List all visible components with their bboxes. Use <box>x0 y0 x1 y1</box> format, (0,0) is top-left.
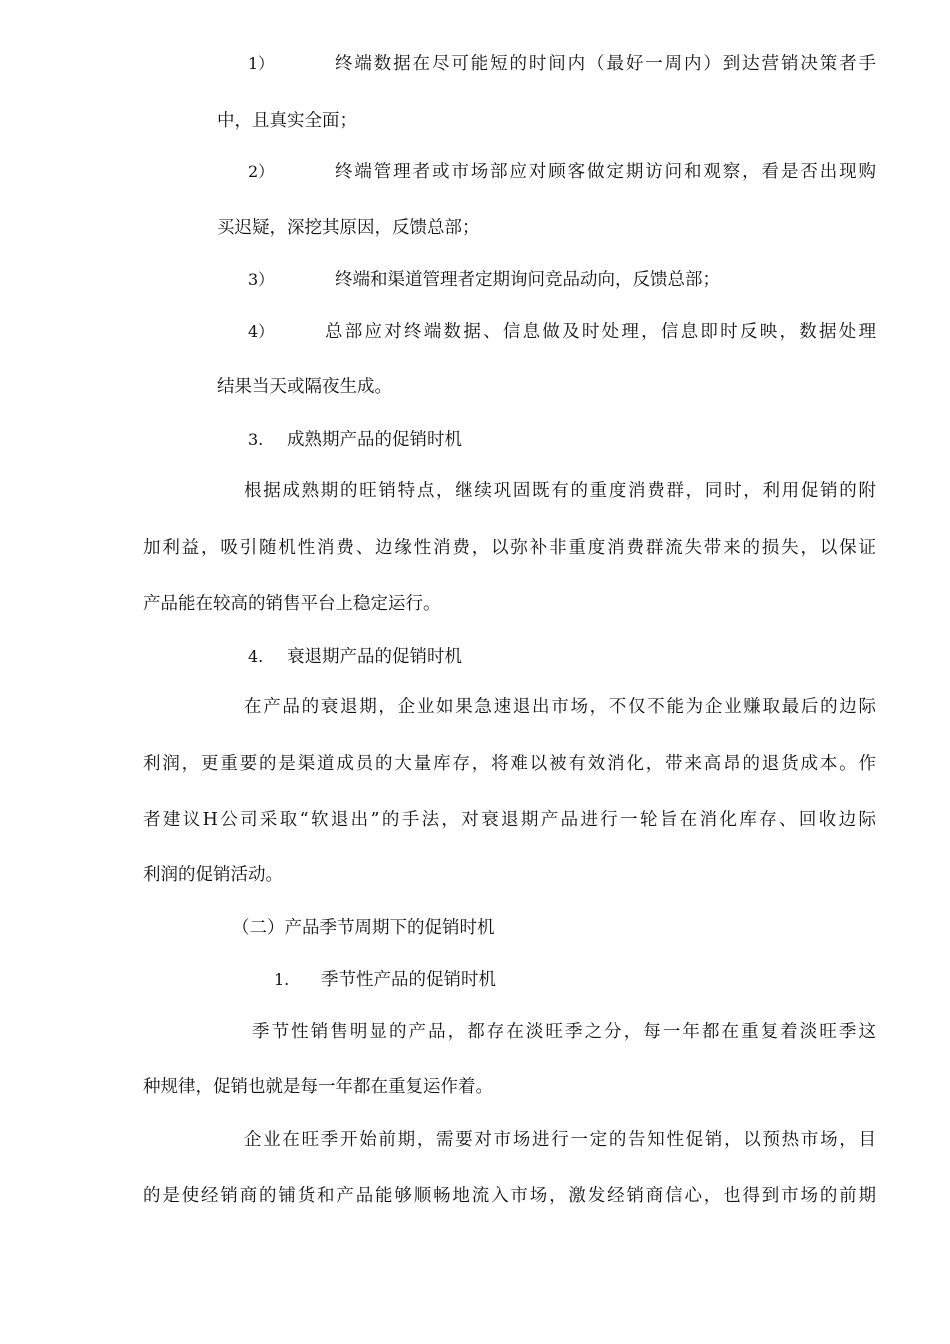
paragraph-line: 在产品的衰退期，企业如果急速退出市场，不仅不能为企业赚取最后的边际 <box>244 697 876 717</box>
list-number: 2） <box>248 162 275 181</box>
paragraph-line: 利润，更重要的是渠道成员的大量库存，将难以被有效消化，带来高昂的退货成本。作 <box>143 754 876 774</box>
list-item-text: 终端和渠道管理者定期询问竞品动向，反馈总部； <box>335 270 720 290</box>
list-number: 4） <box>248 322 275 341</box>
paragraph-line: 企业在旺季开始前期，需要对市场进行一定的告知性促销，以预热市场，目 <box>244 1130 876 1150</box>
paragraph-line: 者建议H公司采取“软退出”的手法，对衰退期产品进行一轮旨在消化库存、回收边际 <box>143 810 876 830</box>
list-number: 1） <box>248 54 275 73</box>
section-heading: 成熟期产品的促销时机 <box>287 430 462 450</box>
section-number: 3. <box>248 430 264 449</box>
list-item-continuation: 中，且真实全面； <box>217 111 357 131</box>
paragraph-line: 根据成熟期的旺销特点，继续巩固既有的重度消费群，同时，利用促销的附 <box>244 481 876 501</box>
section-number: 4. <box>248 647 264 666</box>
subsection-heading: 季节性产品的促销时机 <box>321 970 496 990</box>
list-item-continuation: 买迟疑，深挖其原因，反馈总部； <box>217 218 480 238</box>
paragraph-line: 产品能在较高的销售平台上稳定运行。 <box>143 594 441 614</box>
list-item-text: 终端管理者或市场部应对顾客做定期访问和观察，看是否出现购 <box>335 162 876 182</box>
paragraph-line: 加利益，吸引随机性消费、边缘性消费，以弥补非重度消费群流失带来的损失，以保证 <box>143 538 876 558</box>
paragraph-line: 种规律，促销也就是每一年都在重复运作着。 <box>143 1077 493 1097</box>
paragraph-line: 的是使经销商的铺货和产品能够顺畅地流入市场，激发经销商信心，也得到市场的前期 <box>143 1186 876 1206</box>
part-heading: （二）产品季节周期下的促销时机 <box>232 918 495 938</box>
list-item-text: 终端数据在尽可能短的时间内（最好一周内）到达营销决策者手 <box>335 54 876 74</box>
paragraph-line: 季节性销售明显的产品，都存在淡旺季之分，每一年都在重复着淡旺季这 <box>252 1022 876 1042</box>
paragraph-line: 利润的促销活动。 <box>143 865 283 885</box>
list-number: 3） <box>248 270 275 289</box>
list-item-text: 总部应对终端数据、信息做及时处理，信息即时反映，数据处理 <box>325 322 876 342</box>
section-heading: 衰退期产品的促销时机 <box>287 647 462 667</box>
subsection-number: 1. <box>274 970 290 989</box>
list-item-continuation: 结果当天或隔夜生成。 <box>217 377 392 397</box>
